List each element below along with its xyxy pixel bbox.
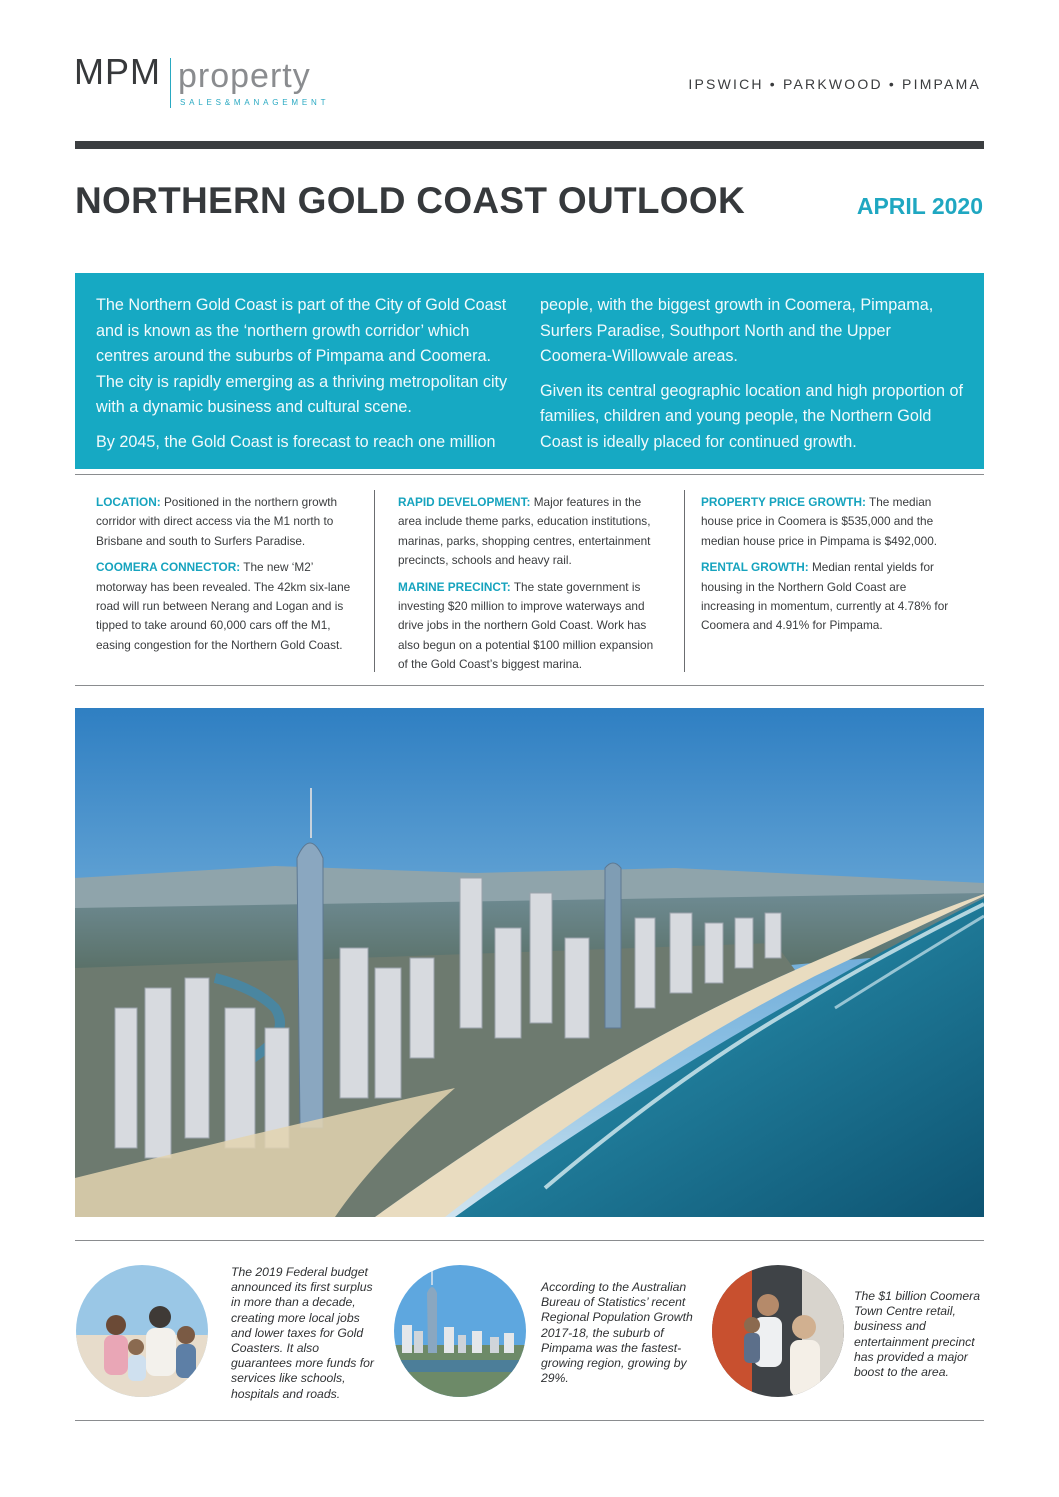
hero-photo-gold-coast-skyline bbox=[75, 708, 984, 1217]
page-title: NORTHERN GOLD COAST OUTLOOK bbox=[75, 180, 745, 221]
fact-rental-growth: RENTAL GROWTH: Median rental yields for housing in the Northern Gold Coast are increasing in momentum, currently at 4.78% for Coomera and 4.91% for Pimpama. bbox=[701, 560, 949, 633]
logo-tagline: SALES&MANAGEMENT bbox=[180, 98, 330, 107]
intro-column-right bbox=[540, 293, 964, 465]
intro-column-left bbox=[96, 293, 520, 465]
issue-date: APRIL 2020 bbox=[856, 193, 983, 219]
intro-paragraph: people, with the biggest growth in Coomera, Pimpama, Surfers Paradise, Southport North and the Upper Coomera-Willowvale areas. bbox=[540, 296, 934, 366]
caption-population-growth: According to the Australian Bureau of Statistics’ recent Regional Population Growth 2017-18, the suburb of Pimpama was the fastest-growing region, growing by 29%. bbox=[541, 1280, 693, 1386]
column-divider bbox=[374, 490, 375, 672]
fact-marine-precinct: MARINE PRECINCT: The state government is investing $20 million to improve waterways and drive jobs in the northern Gold Coast. Work has also begun on a potential $100 million expansion of the Gold Coast’s biggest marina. bbox=[398, 579, 654, 672]
fact-rapid-development: RAPID DEVELOPMENT: Major features in the area include theme parks, education institutions, marinas, parks, shopping centres, entertainment precincts, schools and heavy rail. bbox=[398, 495, 651, 568]
logo-property: property bbox=[178, 57, 311, 95]
caption-coomera-town-centre: The $1 billion Coomera Town Centre retail, business and entertainment precinct has provided a major boost to the area. bbox=[854, 1289, 981, 1380]
intro-paragraph: The Northern Gold Coast is part of the City of Gold Coast and is known as the ‘northern growth corridor’ which centres around the suburbs of Pimpama and Coomera. The city is rapidly emerging as a thriving metropolitan city with a dynamic business and cultural scene. bbox=[96, 296, 508, 417]
logo-divider bbox=[170, 58, 171, 108]
fact-column-1 bbox=[96, 493, 358, 662]
fact-column-3 bbox=[701, 493, 963, 643]
divider bbox=[75, 1240, 984, 1241]
office-locations: IPSWICH • PARKWOOD • PIMPAMA bbox=[688, 76, 981, 92]
divider bbox=[75, 474, 984, 475]
photo-shopping-family bbox=[712, 1265, 844, 1397]
photo-skyline bbox=[394, 1265, 526, 1397]
header-bar bbox=[75, 141, 984, 149]
column-divider bbox=[684, 490, 685, 672]
divider bbox=[75, 685, 984, 686]
fact-property-price-growth: PROPERTY PRICE GROWTH: The median house price in Coomera is $535,000 and the median house price in Pimpama is $492,000. bbox=[701, 495, 938, 548]
photo-family-beach bbox=[76, 1265, 208, 1397]
logo-mpm: MPM bbox=[74, 51, 161, 92]
fact-column-2 bbox=[398, 493, 660, 682]
intro-panel bbox=[75, 273, 984, 469]
caption-federal-budget: The 2019 Federal budget announced its first surplus in more than a decade, creating more local jobs and lower taxes for Gold Coasters. It also guarantees more funds for services like schools, hospitals and roads. bbox=[231, 1265, 374, 1401]
fact-coomera-connector: COOMERA CONNECTOR: The new ‘M2’ motorway has been revealed. The 42km six-lane road will run between Nerang and Logan and is tipped to take around 60,000 cars off the M1, easing congestion for the Northern Gold Coast. bbox=[96, 560, 351, 652]
fact-location: LOCATION: Positioned in the northern growth corridor with direct access via the M1 north to Brisbane and south to Surfers Paradise. bbox=[96, 495, 338, 548]
intro-paragraph: Given its central geographic location and high proportion of families, children and young people, the Northern Gold Coast is ideally placed for continued growth. bbox=[540, 381, 963, 451]
divider bbox=[75, 1420, 984, 1421]
intro-paragraph: By 2045, the Gold Coast is forecast to reach one million bbox=[96, 432, 496, 451]
